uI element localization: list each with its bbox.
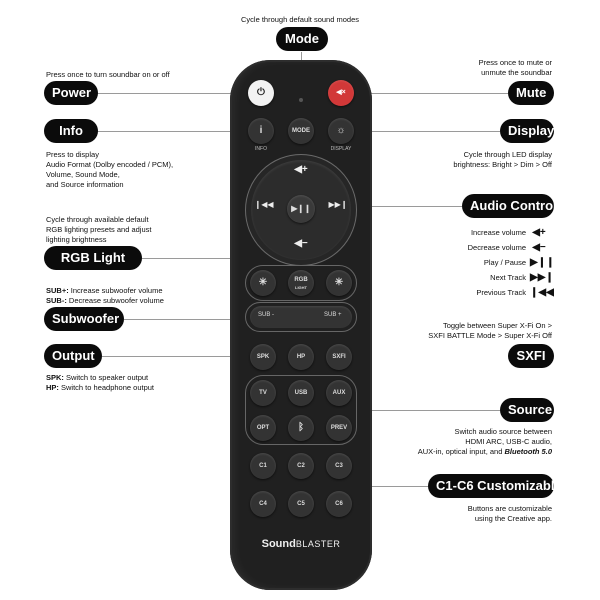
brand-logo: [230, 534, 372, 552]
legend-label: Play / Pause: [483, 258, 526, 267]
leader-info: [96, 131, 248, 132]
sub-minus-button[interactable]: SUB -: [258, 312, 275, 318]
display-pill: Display: [500, 119, 554, 143]
volume-down-icon: ◀−: [532, 242, 546, 253]
volume-up-icon: ◀+: [532, 227, 546, 238]
subwoofer-description: [46, 286, 236, 306]
leader-output: [102, 356, 248, 357]
leader-display: [352, 131, 500, 132]
c5-button[interactable]: C5: [288, 491, 314, 517]
info-desc-line: Volume, Sound Mode,: [46, 170, 120, 179]
subwoofer-pill: Subwoofer: [44, 307, 124, 331]
previous-track-icon: ❙◀◀: [530, 287, 554, 298]
previous-track-button[interactable]: ❙◀◀: [254, 200, 274, 209]
output-pill: Output: [44, 344, 102, 368]
rgb-light-description: [46, 215, 236, 245]
info-desc-line: Press to display: [46, 150, 99, 159]
mode-pill: Mode: [276, 27, 328, 51]
info-button[interactable]: i: [248, 118, 274, 144]
leader-mute: [350, 93, 508, 94]
audio-control-pill: Audio Control: [462, 194, 554, 218]
legend-label: Increase volume: [470, 228, 526, 237]
mode-description: Cycle through default sound modes: [241, 15, 359, 24]
rgb-label-bottom: LIGHT: [295, 285, 307, 290]
info-pill: Info: [44, 119, 98, 143]
spk-button[interactable]: SPK: [250, 344, 276, 370]
rgb-light-button[interactable]: [288, 270, 314, 296]
output-desc-line: SPK: Switch to speaker output: [46, 373, 149, 382]
sxfi-button[interactable]: SXFI: [326, 344, 352, 370]
display-description: [380, 150, 552, 170]
custom-desc-line: using the Creative app.: [474, 514, 552, 523]
legend-next-track: [448, 272, 552, 284]
source-desc-line: Switch audio source between: [454, 427, 552, 436]
c3-button[interactable]: C3: [326, 453, 352, 479]
display-desc-line: Cycle through LED display: [463, 150, 552, 159]
power-description: Press once to turn soundbar on or off: [46, 70, 170, 79]
c6-button[interactable]: C6: [326, 491, 352, 517]
info-description: [46, 150, 236, 190]
rgb-desc-line: Cycle through available default: [46, 215, 149, 224]
c4-button[interactable]: C4: [250, 491, 276, 517]
mute-button[interactable]: ◀×: [328, 80, 354, 106]
power-pill: Power: [44, 81, 98, 105]
legend-label: Next Track: [490, 273, 526, 282]
aux-button[interactable]: AUX: [326, 380, 352, 406]
c1-button[interactable]: C1: [250, 453, 276, 479]
rgb-dim-button[interactable]: ✳: [250, 270, 276, 296]
leader-source: [358, 410, 500, 411]
info-label: INFO: [255, 146, 267, 152]
sxfi-desc-line: SXFI BATTLE Mode > Super X-Fi Off: [428, 331, 552, 340]
brand-sound: Sound: [261, 538, 296, 550]
mute-description: [380, 58, 552, 78]
c2-button[interactable]: C2: [288, 453, 314, 479]
display-label: DISPLAY: [330, 146, 352, 152]
rgb-light-pill: RGB Light: [44, 246, 142, 270]
info-desc-line: Audio Format (Dolby encoded / PCM),: [46, 160, 174, 169]
next-track-icon: ▶▶❙: [530, 272, 554, 283]
sub-plus-button[interactable]: SUB +: [324, 312, 342, 318]
legend-previous-track: [448, 287, 552, 299]
leader-audio-control: [362, 206, 462, 207]
tv-button[interactable]: TV: [250, 380, 276, 406]
custom-desc-line: Buttons are customizable: [467, 504, 552, 513]
legend-decrease-volume: [448, 242, 552, 254]
mute-pill: Mute: [508, 81, 554, 105]
display-desc-line: brightness: Bright > Dim > Off: [453, 160, 552, 169]
play-pause-button[interactable]: ▶❙❙: [287, 195, 315, 223]
remote-body: [230, 60, 372, 590]
sxfi-description: [380, 321, 552, 341]
mode-button[interactable]: MODE: [288, 118, 314, 144]
display-button[interactable]: ☼: [328, 118, 354, 144]
rgb-desc-line: lighting brightness: [46, 235, 107, 244]
legend-label: Decrease volume: [467, 243, 526, 252]
legend-increase-volume: [448, 227, 552, 239]
volume-down-button[interactable]: ◀−: [294, 238, 308, 249]
mute-desc-line: Press once to mute or: [478, 58, 552, 67]
legend-play-pause: [448, 257, 555, 269]
prev-source-button[interactable]: PREV: [326, 415, 352, 441]
custom-description: [380, 504, 552, 524]
power-button[interactable]: ⏻: [248, 80, 274, 106]
usb-button[interactable]: USB: [288, 380, 314, 406]
sxfi-desc-line: Toggle between Super X-Fi On >: [442, 321, 552, 330]
brand-blaster: BLASTER: [295, 539, 341, 549]
bluetooth-button[interactable]: ᛒ: [288, 415, 314, 441]
info-desc-line: and Source information: [46, 180, 124, 189]
leader-power: [96, 93, 248, 94]
custom-pill: C1-C6 Customizable: [428, 474, 554, 498]
next-track-button[interactable]: ▶▶❙: [328, 200, 348, 209]
source-pill: Source: [500, 398, 554, 422]
rgb-desc-line: RGB lighting presets and adjust: [46, 225, 152, 234]
rgb-label-top: RGB: [294, 277, 308, 283]
play-pause-icon: ▶❙❙: [530, 257, 555, 268]
ir-sensor: [299, 98, 303, 102]
volume-up-button[interactable]: ◀+: [294, 164, 308, 175]
hp-button[interactable]: HP: [288, 344, 314, 370]
source-desc-line: AUX-in, optical input, and Bluetooth 5.0: [417, 447, 552, 456]
output-desc-line: HP: Switch to headphone output: [46, 383, 154, 392]
sub-desc-line: SUB-: Decrease subwoofer volume: [46, 296, 164, 305]
legend-label: Previous Track: [476, 288, 526, 297]
source-description: [380, 427, 552, 457]
sub-desc-line: SUB+: Increase subwoofer volume: [46, 286, 163, 295]
opt-button[interactable]: OPT: [250, 415, 276, 441]
sxfi-pill: SXFI: [508, 344, 554, 368]
rgb-bright-button[interactable]: ✳: [326, 270, 352, 296]
source-desc-line: HDMI ARC, USB-C audio,: [465, 437, 552, 446]
output-description: [46, 373, 236, 393]
mute-desc-line: unmute the soundbar: [481, 68, 552, 77]
